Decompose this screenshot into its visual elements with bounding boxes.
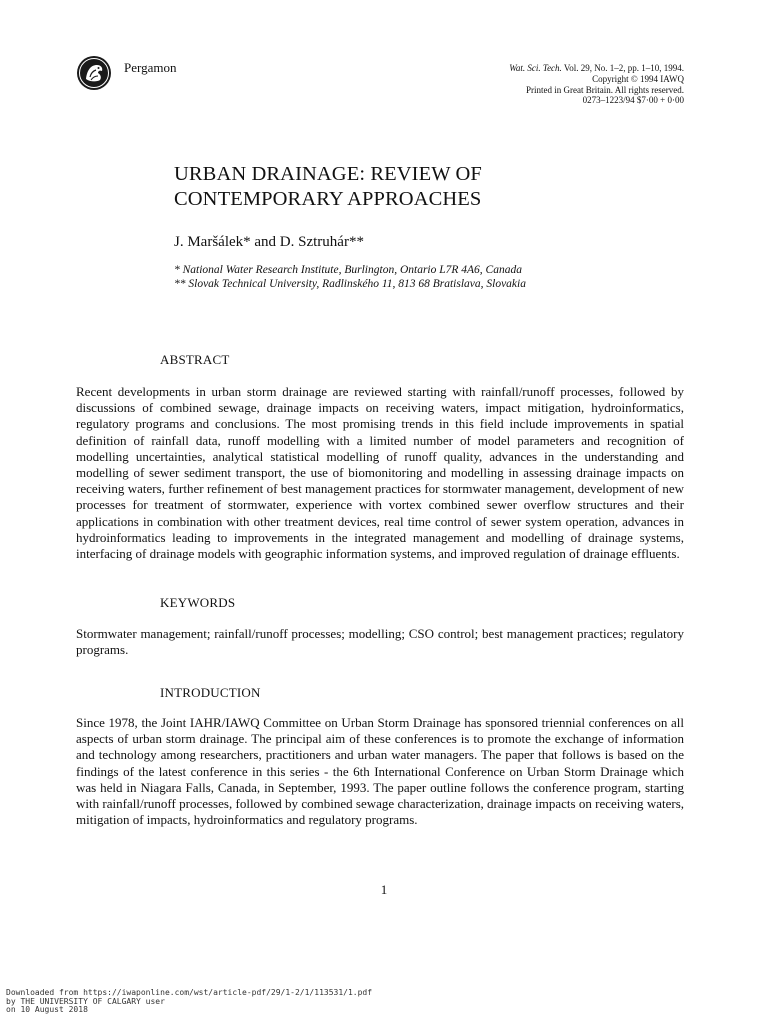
keywords-heading: KEYWORDS (160, 595, 236, 610)
abstract-text: Recent developments in urban storm drainage are reviewed starting with rainfall/runoff processes, followed by discussions of combined sewage, drainage impacts on receiving waters, impact mitigation, hydroinformatics, regulatory programs and conclusions. The most promising trends in this field include improvements in spatial definition of rainfall data, runoff modelling with a limited number of model parameters and recognition of modelling uncertainties, analytical statistical modelling of runoff quality, advances in the understanding and modelling of sewer sediment transport, the use of biomonitoring and modelling in assessing drainage impacts on receiving waters, further refinement of best management practices for stormwater management, development of new processes for treatment of stormwater, experience with vortex combined sewer overflow structures and their applications in combination with other treatment devices, real time control of sewer system operation, advances in hydroinformatics leading to improvements in the integrated management and modelling of drainage systems, interfacing of drainage models with geographic information systems, and improved regulation of drainage effluents. (76, 384, 684, 562)
citation-volume: Vol. 29, No. 1–2, pp. 1–10, 1994. (561, 63, 684, 73)
affiliation-1: * National Water Research Institute, Burlington, Ontario L7R 4A6, Canada (174, 264, 522, 276)
affiliations (174, 264, 694, 291)
page-number: 1 (380, 882, 388, 897)
affiliation-2: ** Slovak Technical University, Radlinského 11, 813 68 Bratislava, Slovakia (174, 277, 526, 290)
issn-code: 0273–1223/94 $7·00 + 0·00 (582, 95, 684, 106)
copyright-line: Copyright © 1994 IAWQ (592, 73, 684, 84)
publisher-name: Pergamon (124, 60, 177, 75)
download-line-1: Downloaded from https://iwaponline.com/wst/article-pdf/29/1-2/1/113531/1.pdf (6, 988, 373, 997)
authors: J. Maršálek* and D. Sztruhár** (174, 234, 364, 250)
pergamon-logo-icon (76, 55, 112, 91)
citation-line (384, 63, 684, 74)
title-line-2: CONTEMPORARY APPROACHES (174, 188, 482, 210)
download-line-3: on 10 August 2018 (6, 1005, 88, 1015)
keywords-text: Stormwater management; rainfall/runoff processes; modelling; CSO control; best management practices; regulatory programs. (76, 626, 684, 658)
paper-title (174, 162, 694, 212)
title-line-1: URBAN DRAINAGE: REVIEW OF (174, 163, 482, 185)
abstract-heading: ABSTRACT (160, 352, 230, 367)
introduction-text: Since 1978, the Joint IAHR/IAWQ Committee on Urban Storm Drainage has sponsored triennial conferences on all aspects of urban storm drainage. The principal aim of these conferences is to promote the exchange of information and technology among researchers, practitioners and urban water managers. The paper that follows is based on the findings of the latest conference in this series - the 6th International Conference on Urban Storm Drainage which was held in Niagara Falls, Canada, in September, 1993. The paper outline follows the conference program, starting with rainfall/runoff processes, followed by combined sewage characterization, drainage impacts on receiving waters, mitigation of impacts, hydroinformatics and regulatory programs. (76, 715, 684, 828)
download-line-2: by THE UNIVERSITY OF CALGARY user (6, 996, 165, 1006)
journal-name: Wat. Sci. Tech. (509, 63, 562, 73)
introduction-heading: INTRODUCTION (160, 685, 261, 700)
citation-block (384, 63, 684, 106)
printed-line: Printed in Great Britain. All rights reserved. (526, 84, 684, 95)
download-notice (6, 989, 372, 1015)
